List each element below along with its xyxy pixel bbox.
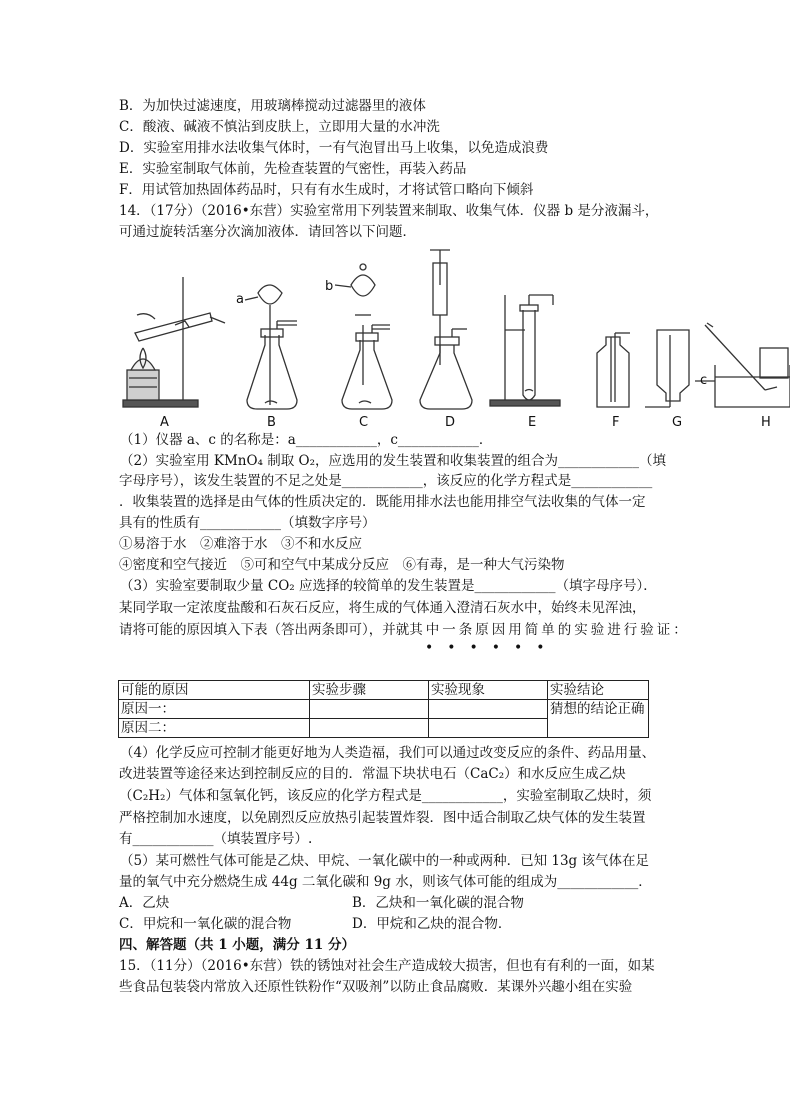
- q15-line-2: 些食品包装袋内常放入还原性铁粉作“双吸剂”以防止食品腐败．某课外兴趣小组在实验: [119, 979, 633, 995]
- label-a: A: [160, 415, 169, 430]
- option-a: A．乙炔: [119, 895, 170, 911]
- apparatus-b: [245, 285, 297, 409]
- section-4-heading: 四、解答题（共 1 小题，满分 11 分）: [119, 937, 355, 953]
- conclusion-cell: 猜想的结论正确: [548, 700, 649, 738]
- q4-line-2: 改进装置等途径来达到控制反应的目的．常温下块状电石（CaC₂）和水反应生成乙炔: [119, 766, 626, 782]
- option-f-line: F．用试管加热固体药品时，只有有水生成时，才将试管口略向下倾斜: [119, 182, 534, 198]
- row2-cause: 原因二：: [119, 719, 310, 738]
- apparatus-e: [490, 295, 560, 406]
- emphasis-text: 其中一条原因用简单的实验进行验证：: [409, 622, 690, 638]
- q3-line-2: 某同学取一定浓度盐酸和石灰石反应，将生成的气体通入澄清石灰水中，始终未见浑浊，: [119, 600, 646, 616]
- option-d: D．甲烷和乙炔的混合物．: [352, 916, 512, 932]
- apparatus-f: [597, 333, 630, 407]
- header-phenomenon: 实验现象: [429, 681, 548, 700]
- row1-phenomenon[interactable]: [429, 700, 548, 719]
- label-b: B: [267, 415, 276, 430]
- q2-choices-1: ①易溶于水 ②难溶于水 ③不和水反应: [119, 536, 362, 552]
- row2-phenomenon[interactable]: [429, 719, 548, 738]
- option-e-line: E．实验室制取气体前，先检查装置的气密性，再装入药品: [119, 161, 467, 177]
- q5-line-1: （5）某可燃性气体可能是乙炔、甲烷、一氧化碳中的一种或两种．已知 13g 该气体在足: [120, 853, 649, 869]
- option-c: C．甲烷和一氧化碳的混合物: [119, 916, 292, 932]
- q15-line-1: 15．（11分）（2016•东营）铁的锈蚀对社会生产造成较大损害，但也有有利的一面，如某: [119, 958, 655, 974]
- q4-line-4: 严格控制加水速度，以免剧烈反应放热引起装置炸裂．图中适合制取乙炔气体的发生装置: [119, 810, 646, 826]
- q2-line-2: 字母序号），该发生装置的不足之处是____________，该反应的化学方程式是____________: [119, 473, 653, 489]
- option-b-line: B．为加快过滤速度，用玻璃棒搅动过滤器里的液体: [119, 98, 426, 114]
- header-conclusion: 实验结论: [548, 681, 649, 700]
- q4-line-5: 有____________（填装置序号）.: [119, 831, 313, 847]
- label-h: H: [761, 415, 771, 430]
- pointer-c: c: [700, 373, 708, 388]
- q2-line-3: ．收集装置的选择是由气体的性质决定的．既能用排水法也能用排空气法收集的气体一定: [119, 494, 646, 510]
- pointer-a: a: [236, 292, 244, 307]
- header-cause: 可能的原因: [119, 681, 310, 700]
- option-b: B．乙炔和一氧化碳的混合物: [352, 895, 524, 911]
- q3-line-1: （3）实验室要制取少量 CO₂ 应选择的较简单的发生装置是____________（填字母序号）．: [120, 578, 657, 594]
- q2-line-1: （2）实验室用 KMnO₄ 制取 O₂，应选用的发生装置和收集装置的组合为____________（填: [120, 453, 667, 469]
- q2-line-4: 具有的性质有____________（填数字序号）: [119, 515, 376, 531]
- label-f: F: [612, 415, 620, 430]
- question-14-title-cont: 可通过旋转活塞分次滴加液体．请回答以下问题．: [119, 224, 416, 240]
- q4-line-3: （C₂H₂）气体和氢氧化钙，该反应的化学方程式是____________，实验室制取乙炔时，须: [119, 788, 652, 804]
- q4-line-1: （4）化学反应可控制才能更好地为人类造福，我们可以通过改变反应的条件、药品用量、: [120, 745, 656, 761]
- apparatus-d: [420, 250, 472, 409]
- apparatus-g: [645, 330, 689, 407]
- q3-line-3: 请将可能的原因填入下表（答出两条即可），并就其中一条原因用简单的实验进行验证：: [119, 622, 690, 638]
- apparatus-h: [695, 323, 790, 407]
- q2-choices-2: ④密度和空气接近 ⑤可和空气中某成分反应 ⑥有毒，是一种大气污染物: [119, 557, 565, 573]
- row1-cause: 原因一：: [119, 700, 310, 719]
- label-c: C: [359, 415, 369, 430]
- option-c-line: C．酸液、碱液不慎沾到皮肤上，立即用大量的水冲洗: [119, 119, 440, 135]
- row1-steps[interactable]: [310, 700, 429, 719]
- apparatus-figure: [115, 245, 790, 435]
- header-steps: 实验步骤: [310, 681, 429, 700]
- label-g: G: [672, 415, 683, 430]
- emphasis-dots: ••••••: [425, 640, 559, 656]
- label-d: D: [445, 415, 456, 430]
- apparatus-c: [335, 264, 392, 409]
- row2-steps[interactable]: [310, 719, 429, 738]
- q1-line: （1）仪器 a、c 的名称是：a____________，c____________．: [120, 432, 493, 448]
- question-14-title: 14．（17分）（2016•东营）实验室常用下列装置来制取、收集气体．仪器 b 是分液漏斗，: [119, 203, 659, 219]
- option-d-line: D．实验室用排水法收集气体时，一有气泡冒出马上收集，以免造成浪费: [119, 140, 549, 156]
- apparatus-a: [123, 277, 225, 407]
- q5-line-2: 量的氧气中充分燃烧生成 44g 二氧化碳和 9g 水，则该气体可能的组成为____________．: [119, 874, 652, 890]
- label-e: E: [528, 415, 537, 430]
- pointer-b: b: [325, 279, 334, 294]
- experiment-table: [118, 680, 649, 738]
